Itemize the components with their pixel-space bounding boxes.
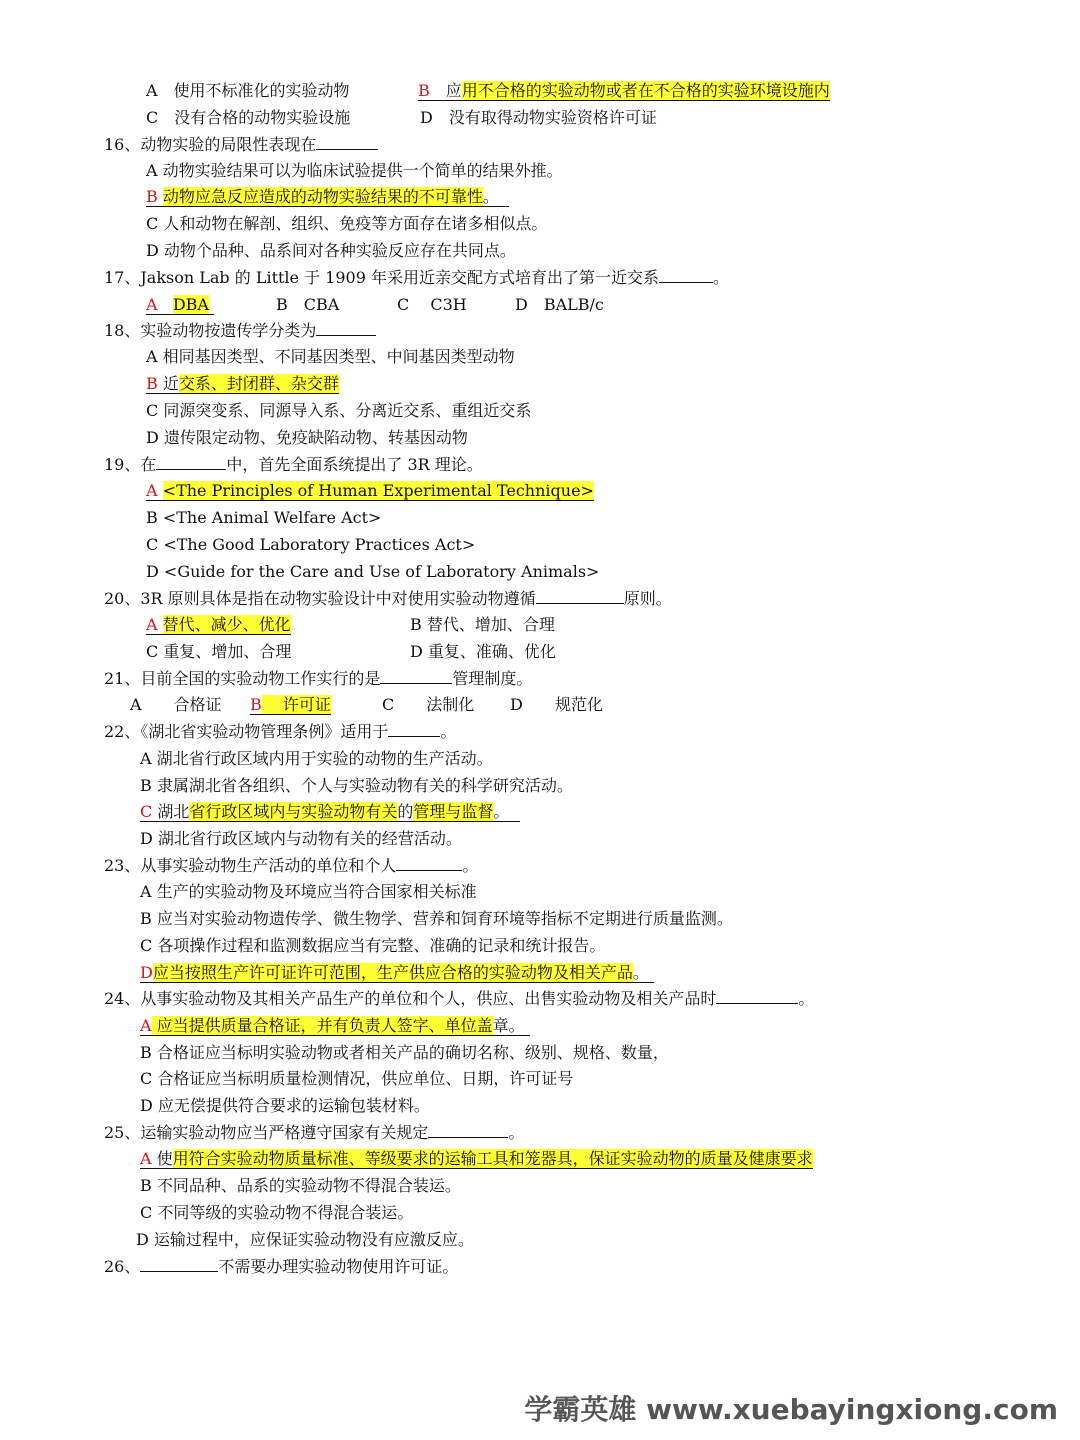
- q21-option-a: A 合格证: [130, 695, 222, 714]
- q26-stem: 26、 不需要办理实验动物使用许可证。: [104, 1257, 459, 1276]
- q25-option-c: C 不同等级的实验动物不得混合装运。: [140, 1203, 414, 1222]
- q23-option-b: B 应当对实验动物遗传学、微生物学、营养和饲育环境等指标不定期进行质量监测。: [140, 909, 733, 928]
- q18-option-b: B 近交系、封闭群、杂交群: [146, 374, 339, 393]
- site-watermark: 学霸英雄 www.xuebayingxiong.com: [524, 1393, 1058, 1426]
- q25-option-a: A 使用符合实验动物质量标准、等级要求的运输工具和笼器具，保证实验动物的质量及健康要求: [140, 1149, 813, 1168]
- q25-option-b: B 不同品种、品系的实验动物不得混合装运。: [140, 1176, 461, 1195]
- q24-stem: 24、从事实验动物及其相关产品生产的单位和个人，供应、出售实验动物及相关产品时 。: [104, 989, 815, 1008]
- q17-option-b: B CBA: [276, 295, 340, 314]
- q23-option-d: D应当按照生产许可证许可范围，生产供应合格的实验动物及相关产品。: [140, 962, 654, 984]
- q20-option-d: D 重复、准确、优化: [410, 642, 556, 661]
- q21-stem: 21、目前全国的实验动物工作实行的是 管理制度。: [104, 669, 533, 688]
- q20-option-b: B 替代、增加、合理: [410, 615, 555, 634]
- q20-stem: 20、3R 原则具体是指在动物实验设计中对使用实验动物遵循 原则。: [104, 589, 672, 608]
- q22-stem: 22、《湖北省实验动物管理条例》适用于 。: [104, 722, 457, 741]
- q24-option-d: D 应无偿提供符合要求的运输包装材料。: [140, 1096, 430, 1115]
- q19-option-d: D <Guide for the Care and Use of Laboratory Animals>: [146, 562, 600, 581]
- q20-option-a: A 替代、减少、优化: [146, 615, 291, 634]
- q17-option-c: C C3H: [397, 295, 467, 314]
- q19-option-a: A <The Principles of Human Experimental Technique>: [146, 481, 594, 500]
- q18-option-a: A 相同基因类型、不同基因类型、中间基因类型动物: [146, 347, 515, 366]
- q22-option-b: B 隶属湖北省各组织、个人与实验动物有关的科学研究活动。: [140, 776, 573, 795]
- q21-option-b: B 许可证: [250, 695, 331, 714]
- q18-option-c: C 同源突变系、同源导入系、分离近交系、重组近交系: [146, 401, 532, 420]
- q15-option-c: C 没有合格的动物实验设施: [146, 108, 351, 127]
- q15-option-a: A 使用不标准化的实验动物: [146, 81, 350, 100]
- q24-option-b: B 合格证应当标明实验动物或者相关产品的确切名称、级别、规格、数量，: [140, 1043, 669, 1062]
- q23-option-c: C 各项操作过程和监测数据应当有完整、准确的记录和统计报告。: [140, 936, 606, 955]
- q22-option-a: A 湖北省行政区域内用于实验的动物的生产活动。: [140, 749, 493, 768]
- q23-stem: 23、从事实验动物生产活动的单位和个人 。: [104, 856, 479, 875]
- q19-stem: 19、在 中，首先全面系统提出了 3R 理论。: [104, 455, 483, 474]
- q17-stem: 17、Jakson Lab 的 Little 于 1909 年采用近亲交配方式培育出了第一近交系 。: [104, 268, 730, 287]
- q22-option-c: C 湖北省行政区域内与实验动物有关的管理与监督。: [140, 801, 520, 823]
- q16-option-d: D 动物个品种、品系间对各种实验反应存在共同点。: [146, 241, 516, 260]
- q25-stem: 25、运输实验动物应当严格遵守国家有关规定 。: [104, 1123, 525, 1142]
- q20-option-c: C 重复、增加、合理: [146, 642, 292, 661]
- q24-option-c: C 合格证应当标明质量检测情况，供应单位、日期，许可证号: [140, 1069, 574, 1088]
- q22-option-d: D 湖北省行政区域内与动物有关的经营活动。: [140, 829, 462, 848]
- q21-option-c: C 法制化: [382, 695, 475, 714]
- q19-option-b: B <The Animal Welfare Act>: [146, 508, 382, 527]
- q18-stem: 18、实验动物按遗传学分类为: [104, 320, 376, 342]
- q16-option-b: B 动物应急反应造成的动物实验结果的不可靠性。: [146, 186, 509, 208]
- q17-option-a: A DBA: [146, 294, 214, 316]
- q21-option-d: D 规范化: [510, 695, 603, 714]
- q16-option-a: A 动物实验结果可以为临床试验提供一个简单的结果外推。: [146, 161, 563, 180]
- q25-option-d: D 运输过程中，应保证实验动物没有应激反应。: [136, 1230, 474, 1249]
- q23-option-a: A 生产的实验动物及环境应当符合国家相关标准: [140, 882, 477, 901]
- q17-option-d: D BALB/c: [515, 295, 604, 314]
- q16-stem: 16、动物实验的局限性表现在: [104, 134, 378, 156]
- q24-option-a: A 应当提供质量合格证，并有负责人签字、单位盖章。: [140, 1015, 530, 1037]
- q18-option-d: D 遗传限定动物、免疫缺陷动物、转基因动物: [146, 428, 468, 447]
- q19-option-c: C <The Good Laboratory Practices Act>: [146, 535, 476, 554]
- q15-option-d: D 没有取得动物实验资格许可证: [420, 108, 657, 127]
- q16-option-c: C 人和动物在解剖、组织、免疫等方面存在诸多相似点。: [146, 214, 548, 233]
- q15-option-b: B 应用不合格的实验动物或者在不合格的实验环境设施内: [418, 81, 830, 100]
